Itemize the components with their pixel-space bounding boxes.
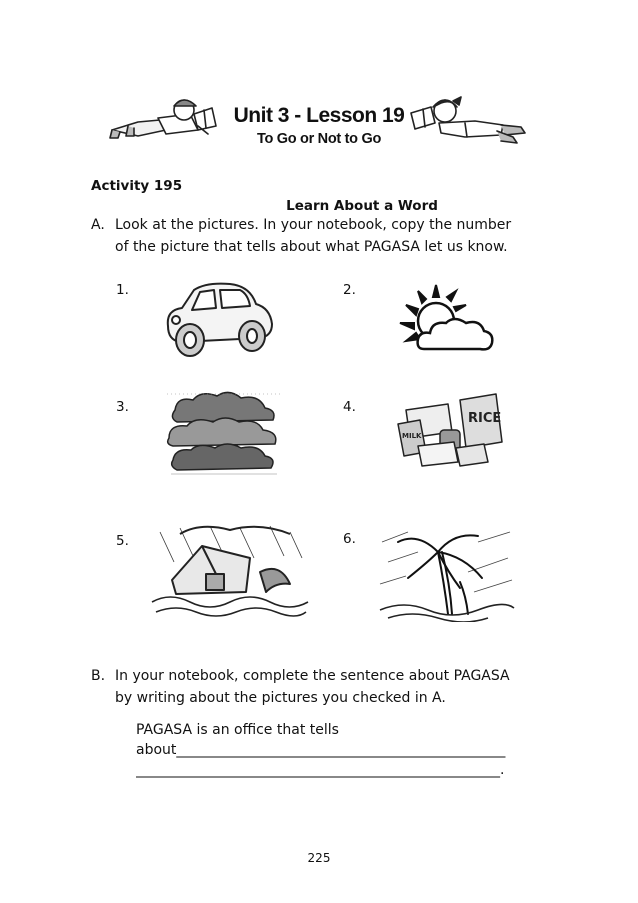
part-a-instruction-line2: of the picture that tells about what PAGASA let us know. xyxy=(115,239,508,255)
sentence-blank-line2[interactable]: ____________________________________________________. xyxy=(136,762,505,778)
sentence-blank-line1[interactable]: about_______________________________________________ xyxy=(136,742,506,758)
activity-label: Activity 195 xyxy=(91,178,183,194)
part-a-instruction-line1: Look at the pictures. In your notebook, copy the number xyxy=(115,217,512,233)
sentence-start: PAGASA is an office that tells xyxy=(136,722,339,738)
picture-number-5: 5. xyxy=(116,533,129,549)
groceries-icon xyxy=(392,390,510,472)
storm-clouds-icon xyxy=(165,390,283,476)
picture-number-4: 4. xyxy=(343,399,356,415)
typhoon-palm-icon xyxy=(378,522,516,622)
svg-text:RICE: RICE xyxy=(468,411,502,426)
lesson-subtitle: To Go or Not to Go xyxy=(257,131,381,147)
picture-number-3: 3. xyxy=(116,399,129,415)
picture-number-1: 1. xyxy=(116,282,129,298)
part-a-letter: A. xyxy=(91,217,105,233)
part-b-letter: B. xyxy=(91,668,106,684)
sun-cloud-icon xyxy=(396,283,496,355)
car-icon xyxy=(160,280,278,360)
flooded-house-icon xyxy=(150,522,310,622)
picture-number-6: 6. xyxy=(343,531,356,547)
activity-heading: Learn About a Word xyxy=(286,198,438,214)
page-title: Unit 3 - Lesson 19 xyxy=(233,104,405,127)
picture-number-2: 2. xyxy=(343,282,356,298)
part-b-instruction-line2: by writing about the pictures you checked in A. xyxy=(115,690,446,706)
page-number: 225 xyxy=(307,851,331,865)
part-b-instruction-line1: In your notebook, complete the sentence about PAGASA xyxy=(115,668,510,684)
svg-text:MILK: MILK xyxy=(402,432,422,440)
